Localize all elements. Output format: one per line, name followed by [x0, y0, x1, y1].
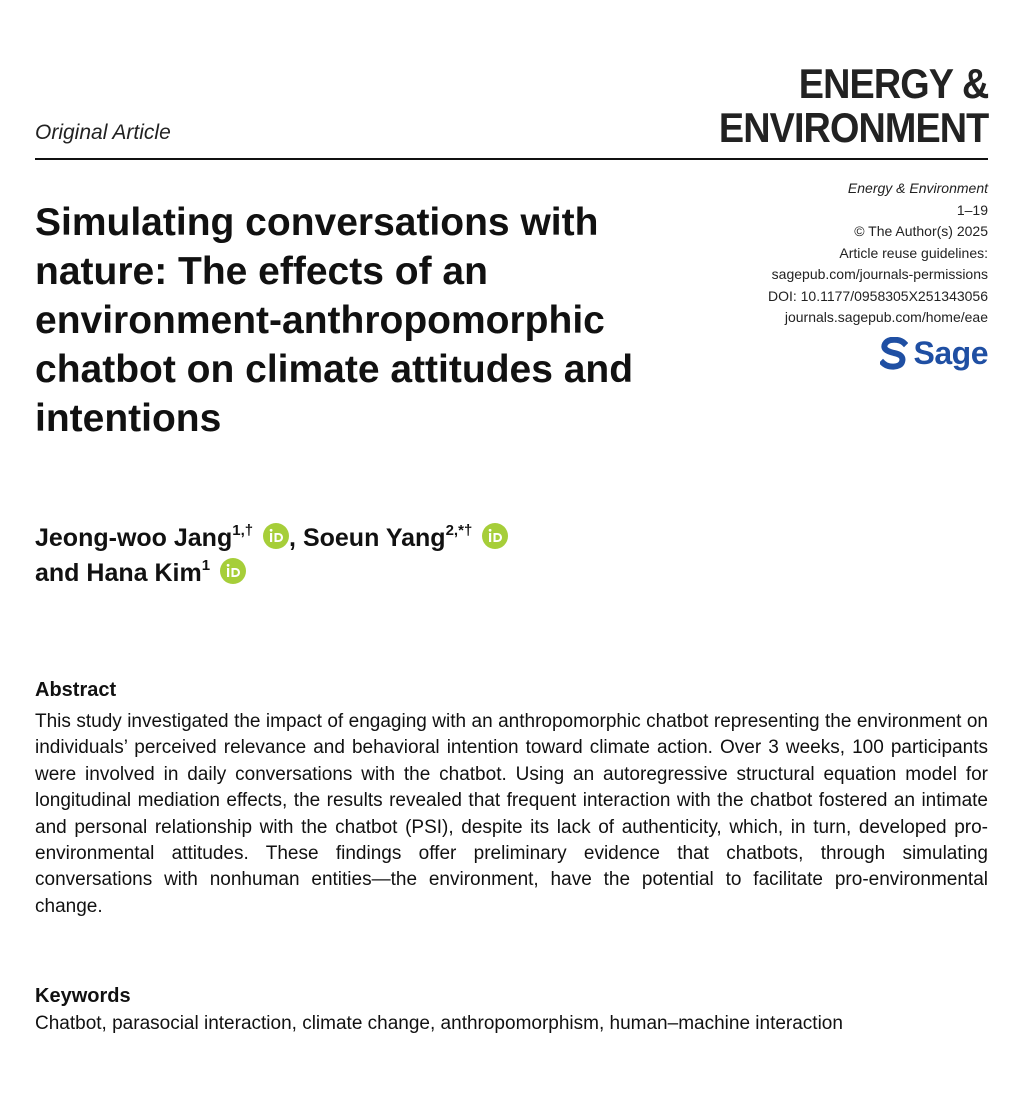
author-line-2: [35, 556, 508, 591]
meta-pages: 1–19: [956, 201, 988, 218]
author-name: Jeong-woo Jang: [35, 524, 233, 552]
orcid-icon[interactable]: [220, 558, 246, 584]
author-separator: ,: [289, 524, 303, 552]
author-affiliation: 2,*†: [445, 521, 473, 539]
sage-logo-text: Sage: [913, 335, 988, 371]
journal-logo-line1: ENERGY &: [798, 60, 988, 107]
abstract-body: This study investigated the impact of engaging with an anthropomorphic chatbot representing the environment on individuals’ perceived relevance and behavioral intention toward climate action. Over 3 weeks, 100 participants were involved in daily conversations with the chatbot. Using an autoregressive structural equation model for longitudinal mediation effects, the results revealed that frequent interaction with the chatbot fostered an intimate and personal relationship with the chatbot (PSI), despite its lack of authenticity, which, in turn, developed pro-environmental attitudes. These findings offer preliminary evidence that chatbots, through simulating conversations with nonhuman entities—the environment, have the potential to facilitate pro-environmental change.: [35, 711, 988, 917]
journal-logo: [719, 62, 988, 150]
author-affiliation: 1,†: [232, 521, 254, 539]
keywords-heading: Keywords: [35, 985, 131, 1007]
author-line-1: [35, 521, 508, 556]
author-name: Hana Kim: [86, 559, 202, 587]
sage-s-icon: [880, 337, 908, 371]
abstract-heading: Abstract: [35, 679, 117, 701]
orcid-icon[interactable]: [482, 523, 508, 549]
header-divider: [35, 158, 988, 160]
author-affiliation: 1: [201, 556, 211, 574]
author-list: [35, 521, 508, 591]
meta-copyright: © The Author(s) 2025: [854, 223, 988, 239]
meta-journal-link[interactable]: journals.sagepub.com/home/eae: [784, 309, 988, 325]
keywords-body: Chatbot, parasocial interaction, climate change, anthropomorphism, human–machine interaction: [35, 1013, 843, 1034]
author-conjunction: and: [35, 559, 87, 587]
article-title: Simulating conversations with nature: The effects of an environment-anthropomorphic chatbot on climate attitudes and intentions: [35, 201, 634, 440]
meta-reuse-link[interactable]: sagepub.com/journals-permissions: [771, 266, 988, 282]
sage-logo: [880, 335, 988, 372]
author-name: Soeun Yang: [302, 524, 446, 552]
orcid-icon[interactable]: [263, 523, 289, 549]
article-type: Original Article: [35, 121, 171, 144]
meta-doi[interactable]: DOI: 10.1177/0958305X251343056: [767, 287, 988, 304]
journal-logo-line2: ENVIRONMENT: [718, 104, 988, 151]
article-meta: [768, 178, 988, 329]
meta-reuse-label: Article reuse guidelines:: [839, 244, 988, 261]
meta-journal: Energy & Environment: [847, 180, 988, 196]
